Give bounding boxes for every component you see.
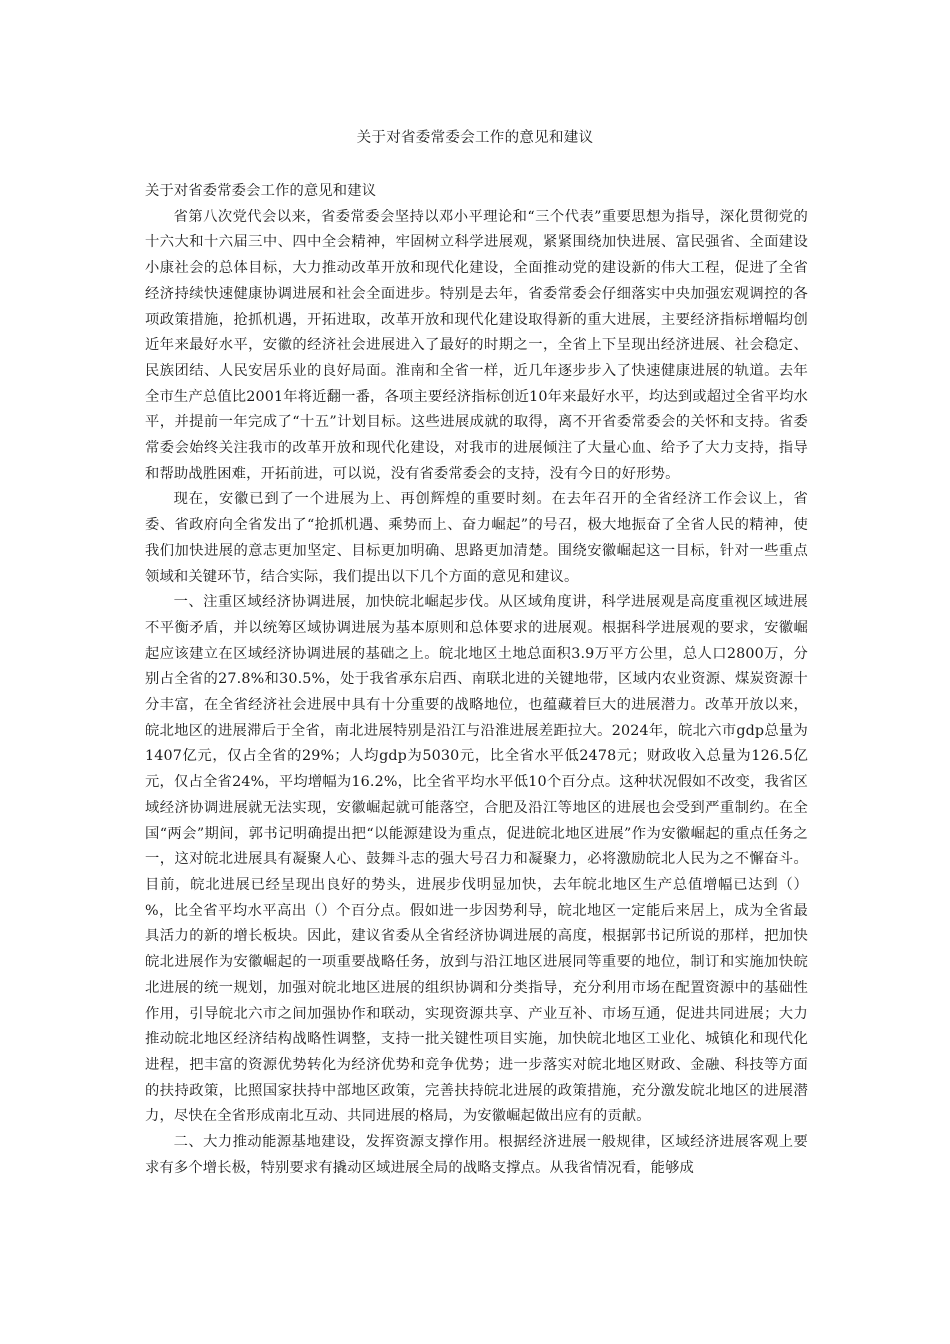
paragraph-suggestion-two: 二、大力推动能源基地建设，发挥资源支撑作用。根据经济进展一般规律，区域经济进展客观上要求有多个增长极，特别要求有撬动区域进展全局的战略支撑点。从我省情况看，能够成: [145, 1134, 808, 1176]
paragraph-intro: 省第八次党代会以来，省委常委会坚持以邓小平理论和“三个代表”重要思想为指导，深化贯彻党的十六大和十六届三中、四中全会精神，牢固树立科学进展观，紧紧围绕加快进展、富民强省、全面建设小康社会的总体目标，大力推动改革开放和现代化建设，全面推动党的建设新的伟大工程，促进了全省经济持续快速健康协调进展和社会全面进步。特别是去年，省委常委会仔细落实中央加强宏观调控的各项政策措施，抢抓机遇，开拓进取，改革开放和现代化建设取得新的重大进展，主要经济指标增幅均创近年来最好水平，安徽的经济社会进展进入了最好的时期之一，全省上下呈现出经济进展、社会稳定、民族团结、人民安居乐业的良好局面。淮南和全省一样，近几年逐步步入了快速健康进展的轨道。去年全市生产总值比2001年将近翻一番，各项主要经济指标创近10年来最好水平，均达到或超过全省平均水平，并提前一年完成了“十五”计划目标。这些进展成就的取得，离不开省委常委会的关怀和支持。省委常委会始终关注我市的改革开放和现代化建设，对我市的进展倾注了大量心血、给予了大力支持，指导和帮助战胜困难，开拓前进，可以说，没有省委常委会的支持，没有今日的好形势。: [145, 208, 808, 482]
document-title: 关于对省委常委会工作的意见和建议: [356, 130, 594, 146]
paragraph-current-situation: 现在，安徽已到了一个进展为上、再创辉煌的重要时刻。在去年召开的全省经济工作会议上，省委、省政府向全省发出了“抢抓机遇、乘势而上、奋力崛起”的号召，极大地振奋了全省人民的精神，使我们加快进展的意志更加坚定、目标更加明确、思路更加清楚。围绕安徽崛起这一目标，针对一些重点领域和关键环节，结合实际，我们提出以下几个方面的意见和建议。: [145, 491, 808, 585]
document-subtitle: 关于对省委常委会工作的意见和建议: [145, 183, 377, 199]
paragraph-suggestion-one: 一、注重区域经济协调进展，加快皖北崛起步伐。从区域角度讲，科学进展观是高度重视区域进展不平衡矛盾，并以统筹区域协调进展为基本原则和总体要求的进展观。根据科学进展观的要求，安徽崛起应该建立在区域经济协调进展的基础之上。皖北地区土地总面积3.9万平方公里，总人口2800万，分别占全省的27.8%和30.5%，处于我省承东启西、南联北进的关键地带，区域内农业资源、煤炭资源十分丰富，在全省经济社会进展中具有十分重要的战略地位，也蕴藏着巨大的进展潜力。改革开放以来，皖北地区的进展滞后于全省，南北进展特别是沿江与沿淮进展差距拉大。2024年，皖北六市gdp总量为1407亿元，仅占全省的29%；人均gdp为5030元，比全省水平低2478元；财政收入总量为126.5亿元，仅占全省24%，平均增幅为16.2%，比全省平均水平低10个百分点。这种状况假如不改变，我省区域经济协调进展就无法实现，安徽崛起就可能落空，合肥及沿江等地区的进展也会受到严重制约。在全国“两会”期间，郭书记明确提出把“以能源建设为重点，促进皖北地区进展”作为安徽崛起的重点任务之一，这对皖北进展具有凝聚人心、鼓舞斗志的强大号召力和凝聚力，必将激励皖北人民为之不懈奋斗。目前，皖北进展已经呈现出良好的势头，进展步伐明显加快，去年皖北地区生产总值增幅已达到（）%，比全省平均水平高出（）个百分点。假如进一步因势利导，皖北地区一定能后来居上，成为全省最具活力的新的增长板块。因此，建议省委从全省经济协调进展的高度，根据郭书记所说的那样，把加快皖北进展作为安徽崛起的一项重要战略任务，放到与沿江地区进展同等重要的地位，制订和实施加快皖北进展的统一规划，加强对皖北地区进展的组织协调和分类指导，充分利用市场在配置资源中的基础性作用，引导皖北六市之间加强协作和联动，实现资源共享、产业互补、市场互通，促进共同进展；大力推动皖北地区经济结构战略性调整，支持一批关键性项目实施，加快皖北地区工业化、城镇化和现代化进程，把丰富的资源优势转化为经济优势和竞争优势；进一步落实对皖北地区财政、金融、科技等方面的扶持政策，比照国家扶持中部地区政策，完善扶持皖北进展的政策措施，充分激发皖北地区的进展潜力，尽快在全省形成南北互动、共同进展的格局，为安徽崛起做出应有的贡献。: [145, 594, 808, 1125]
document-body: [145, 179, 808, 1181]
